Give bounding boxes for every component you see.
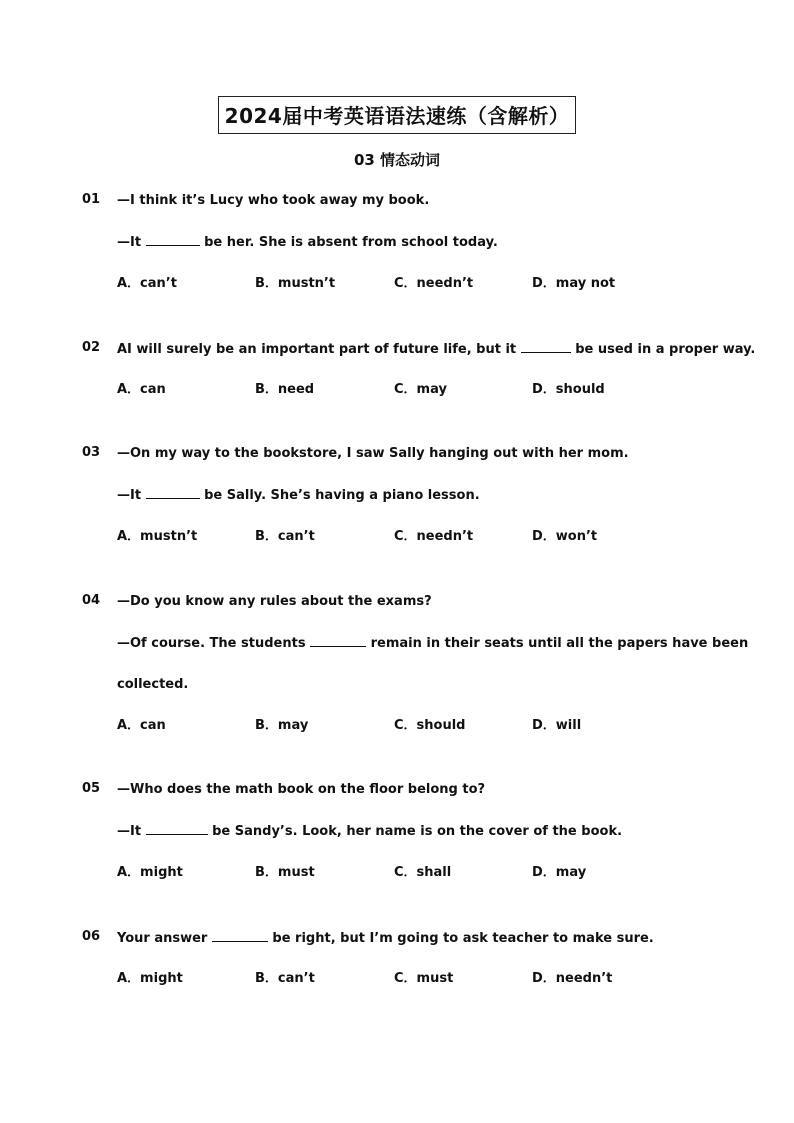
option-a[interactable]: A．might <box>117 865 183 880</box>
option-c[interactable]: C．needn’t <box>394 276 474 291</box>
option-c[interactable]: C．may <box>394 382 447 397</box>
options-row <box>117 381 717 399</box>
option-a[interactable]: A．might <box>117 971 183 986</box>
option-c[interactable]: C．should <box>394 718 466 733</box>
options-row <box>117 717 717 735</box>
document-title: 2024届中考英语语法速练（含解析） <box>218 96 577 134</box>
question-text-line <box>117 486 717 505</box>
option-c[interactable]: C．shall <box>394 865 452 880</box>
option-b[interactable]: B．need <box>255 382 315 397</box>
question-number: 06 <box>82 929 101 944</box>
question-text-line <box>117 340 756 359</box>
option-a[interactable]: A．can <box>117 718 166 733</box>
answer-blank <box>146 486 200 499</box>
answer-blank <box>146 233 200 246</box>
question-number: 01 <box>82 192 101 207</box>
option-b[interactable]: B．can’t <box>255 971 315 986</box>
option-a[interactable]: A．can <box>117 382 166 397</box>
question-text: —It <box>117 824 146 839</box>
question-text-line <box>117 233 717 252</box>
question-text: be Sandy’s. Look, her name is on the cover of the book. <box>207 824 623 839</box>
option-d[interactable]: D．will <box>532 718 582 733</box>
options-row <box>117 970 717 988</box>
question-text-line <box>117 781 717 799</box>
question-text: —On my way to the bookstore, I saw Sally hanging out with her mom. <box>117 446 629 461</box>
question-text-line <box>117 593 717 611</box>
question-text-line <box>117 676 717 694</box>
answer-blank <box>212 929 268 942</box>
question-text: —Do you know any rules about the exams? <box>117 594 432 609</box>
question-number: 03 <box>82 445 101 460</box>
answer-blank <box>146 822 208 835</box>
question-text-line <box>117 822 717 841</box>
question-text-line <box>117 445 717 463</box>
option-d[interactable]: D．won’t <box>532 529 598 544</box>
question-number: 04 <box>82 593 101 608</box>
question-text: be used in a proper way. <box>570 342 756 357</box>
option-d[interactable]: D．should <box>532 382 605 397</box>
options-row <box>117 864 717 882</box>
question-text: —I think it’s Lucy who took away my book. <box>117 193 430 208</box>
option-a[interactable]: A．can’t <box>117 276 177 291</box>
option-a[interactable]: A．mustn’t <box>117 529 198 544</box>
question-text-line <box>117 192 717 210</box>
option-c[interactable]: C．needn’t <box>394 529 474 544</box>
question-text: Your answer <box>117 931 212 946</box>
answer-blank <box>521 340 571 353</box>
question-text: —Of course. The students <box>117 636 311 651</box>
question-text: be Sally. She’s having a piano lesson. <box>199 488 480 503</box>
option-b[interactable]: B．may <box>255 718 309 733</box>
question-text: —It <box>117 488 146 503</box>
question-text: remain in their seats until all the papers have been <box>366 636 749 651</box>
question-text: collected. <box>117 677 189 692</box>
question-text-line <box>117 634 749 653</box>
question-text: AI will surely be an important part of future life, but it <box>117 342 521 357</box>
question-text: —Who does the math book on the floor belong to? <box>117 782 486 797</box>
options-row <box>117 275 717 293</box>
title-wrap <box>0 96 794 134</box>
question-number: 02 <box>82 340 101 355</box>
option-d[interactable]: D．may not <box>532 276 616 291</box>
question-text: be her. She is absent from school today. <box>199 235 498 250</box>
question-text: be right, but I’m going to ask teacher to make sure. <box>267 931 654 946</box>
options-row <box>117 528 717 546</box>
question-text: —It <box>117 235 146 250</box>
option-b[interactable]: B．mustn’t <box>255 276 336 291</box>
answer-blank <box>310 634 366 647</box>
option-c[interactable]: C．must <box>394 971 454 986</box>
option-b[interactable]: B．must <box>255 865 315 880</box>
option-d[interactable]: D．needn’t <box>532 971 613 986</box>
document-subtitle: 03 情态动词 <box>353 151 441 169</box>
option-d[interactable]: D．may <box>532 865 587 880</box>
question-text-line <box>117 929 717 948</box>
question-number: 05 <box>82 781 101 796</box>
option-b[interactable]: B．can’t <box>255 529 315 544</box>
